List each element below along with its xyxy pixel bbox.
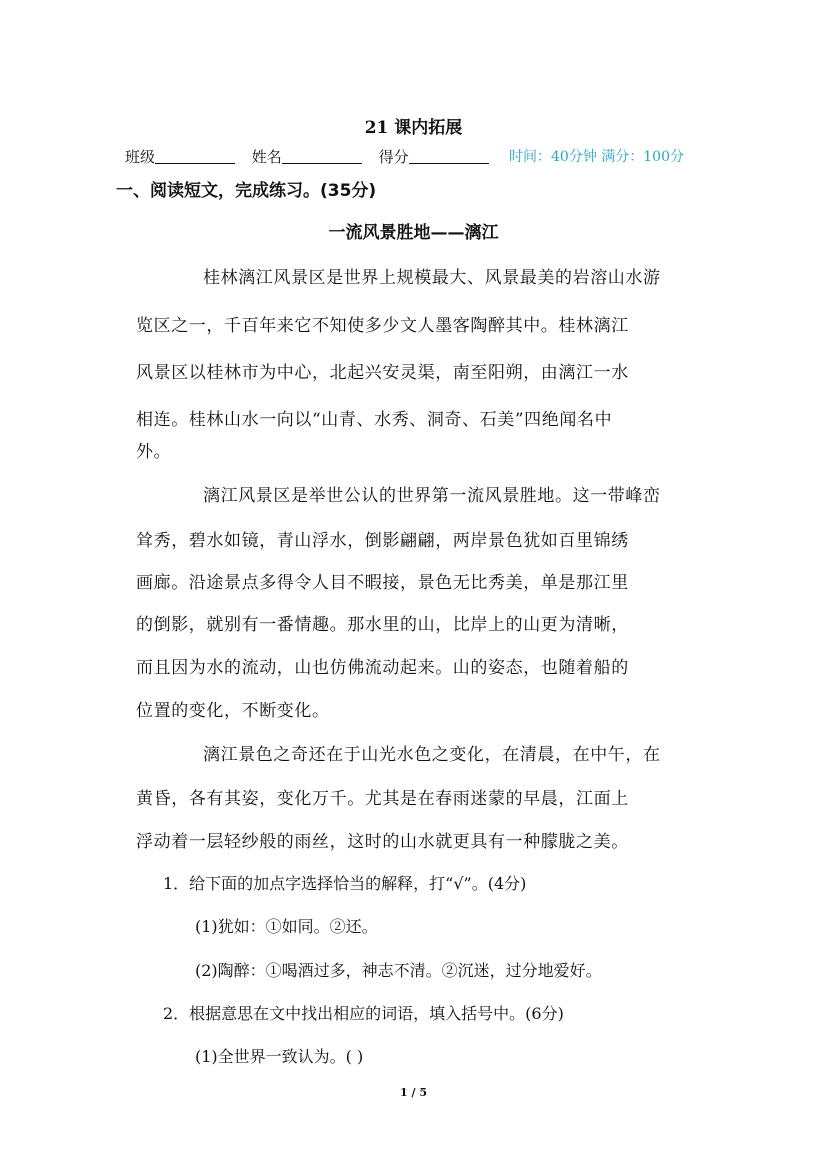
info-bar [125,146,705,167]
passage-line: 画廊。沿途景点多得令人目不暇接，景色无比秀美，单是那江里 [136,573,629,593]
time-info: 时间：40分钟 满分：100分 [509,149,684,165]
question-2-item-1: (1)全世界一致认为。( ) [195,1047,364,1066]
page-number: 1 / 5 [400,1086,427,1099]
question-1: 1．给下面的加点字选择恰当的解释，打“√”。(4分) [163,874,527,893]
passage-line: 览区之一，千百年来它不知使多少文人墨客陶醉其中。桂林漓江 [136,316,629,336]
passage-line: 位置的变化，不断变化。 [136,701,330,721]
passage-line: 相连。桂林山水一向以“山青、水秀、洞奇、石美”四绝闻名中 [136,410,613,430]
class-label: 班级 [125,148,156,166]
passage-line: 风景区以桂林市为中心，北起兴安灵渠，南至阳朔，由漓江一水 [136,363,629,383]
question-1-item-2: (2)陶醉：①喝酒过多，神志不清。②沉迷，过分地爱好。 [195,961,602,980]
question-2: 2．根据意思在文中找出相应的词语，填入括号中。(6分) [163,1004,564,1023]
class-blank [155,149,235,164]
section-title: 一、阅读短文，完成练习。(35分) [116,181,377,201]
passage-line: 外。 [136,442,172,462]
passage-line: 桂林漓江风景区是世界上规模最大、风景最美的岩溶山水游 [203,268,661,288]
passage-line: 漓江景色之奇还在于山光水色之变化，在清晨，在中午，在 [203,745,661,765]
passage-title: 一流风景胜地——漓江 [328,223,499,243]
page-title: 21 课内拓展 [364,118,463,138]
passage-line: 黄昏，各有其姿，变化万千。尤其是在春雨迷蒙的早晨，江面上 [136,789,629,809]
score-label: 得分 [378,148,409,166]
passage-line: 的倒影，就别有一番情趣。那水里的山，比岸上的山更为清晰， [136,615,629,635]
name-label: 姓名 [251,148,282,166]
passage-line: 漓江风景区是举世公认的世界第一流风景胜地。这一带峰峦 [203,486,661,506]
passage-line: 耸秀，碧水如镜，青山浮水，倒影翩翩，两岸景色犹如百里锦绣 [136,531,629,551]
score-blank [409,149,489,164]
name-blank [282,149,362,164]
question-1-item-1: (1)犹如：①如同。②还。 [195,917,378,936]
passage-line: 浮动着一层轻纱般的雨丝，这时的山水就更具有一种朦胧之美。 [136,832,629,852]
passage-line: 而且因为水的流动，山也仿佛流动起来。山的姿态，也随着船的 [136,658,629,678]
